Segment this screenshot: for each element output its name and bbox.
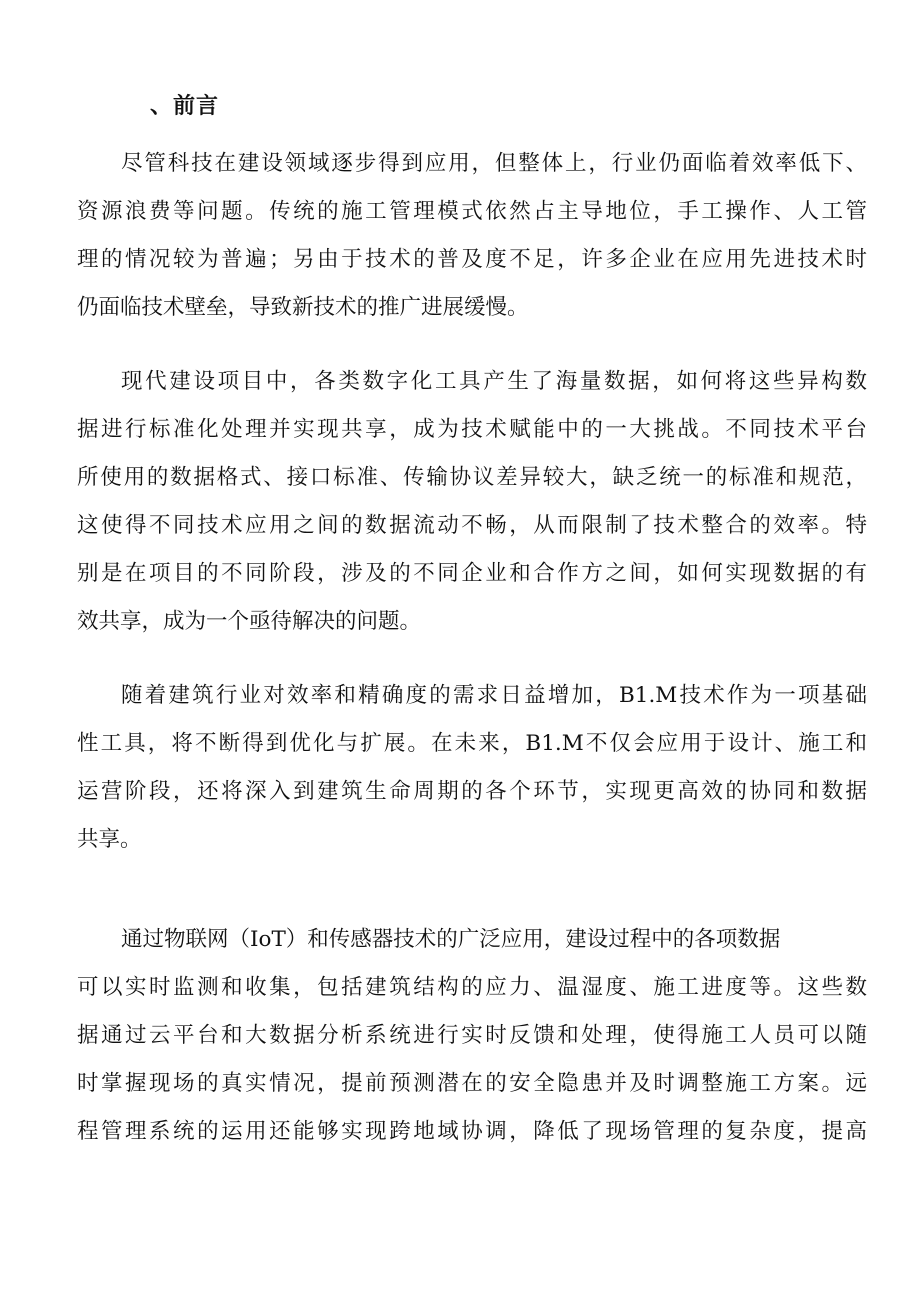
paragraph-line: 可以实时监测和收集，包括建筑结构的应力、温湿度、施工进度等。这些数: [77, 975, 867, 1000]
paragraph-line: 据进行标准化处理并实现共享，成为技术赋能中的一大挑战。不同技术平台: [77, 417, 867, 442]
paragraph-4: [77, 916, 867, 1156]
paragraph-line: 这使得不同技术应用之间的数据流动不畅，从而限制了技术整合的效率。特: [77, 513, 867, 538]
paragraph-line: 通过物联网（IoT）和传感器技术的广泛应用，建设过程中的各项数据: [121, 927, 781, 952]
paragraph-line: 资源浪费等问题。传统的施工管理模式依然占主导地位，手工操作、人工管: [77, 199, 867, 224]
paragraph-line: 所使用的数据格式、接口标准、传输协议差异较大，缺乏统一的标准和规范，: [77, 465, 867, 490]
paragraph-line: 理的情况较为普遍；另由于技术的普及度不足，许多企业在应用先进技术时: [77, 247, 867, 272]
paragraph-line: 现代建设项目中，各类数字化工具产生了海量数据，如何将这些异构数: [121, 369, 867, 394]
paragraph-1: [77, 140, 867, 332]
paragraph-line: 共享。: [77, 827, 142, 852]
paragraph-line: 尽管科技在建设领域逐步得到应用，但整体上，行业仍面临着效率低下、: [121, 151, 867, 176]
paragraph-line: 据通过云平台和大数据分析系统进行实时反馈和处理，使得施工人员可以随: [77, 1023, 867, 1048]
paragraph-line: 程管理系统的运用还能够实现跨地域协调，降低了现场管理的复杂度，提高: [77, 1119, 867, 1144]
paragraph-line: 仍面临技术壁垒，导致新技术的推广进展缓慢。: [77, 295, 529, 320]
paragraph-2: [77, 358, 867, 646]
section-heading: 、前言: [150, 93, 220, 119]
paragraph-line: 随着建筑行业对效率和精确度的需求日益增加，B1.M技术作为一项基础: [121, 683, 867, 708]
paragraph-line: 运营阶段，还将深入到建筑生命周期的各个环节，实现更高效的协同和数据: [77, 779, 867, 804]
paragraph-line: 时掌握现场的真实情况，提前预测潜在的安全隐患并及时调整施工方案。远: [77, 1071, 867, 1096]
paragraph-line: 性工具，将不断得到优化与扩展。在未来，B1.M不仅会应用于设计、施工和: [77, 731, 867, 756]
paragraph-line: 效共享，成为一个亟待解决的问题。: [77, 609, 422, 634]
paragraph-3: [77, 672, 867, 864]
paragraph-line: 别是在项目的不同阶段，涉及的不同企业和合作方之间，如何实现数据的有: [77, 561, 867, 586]
